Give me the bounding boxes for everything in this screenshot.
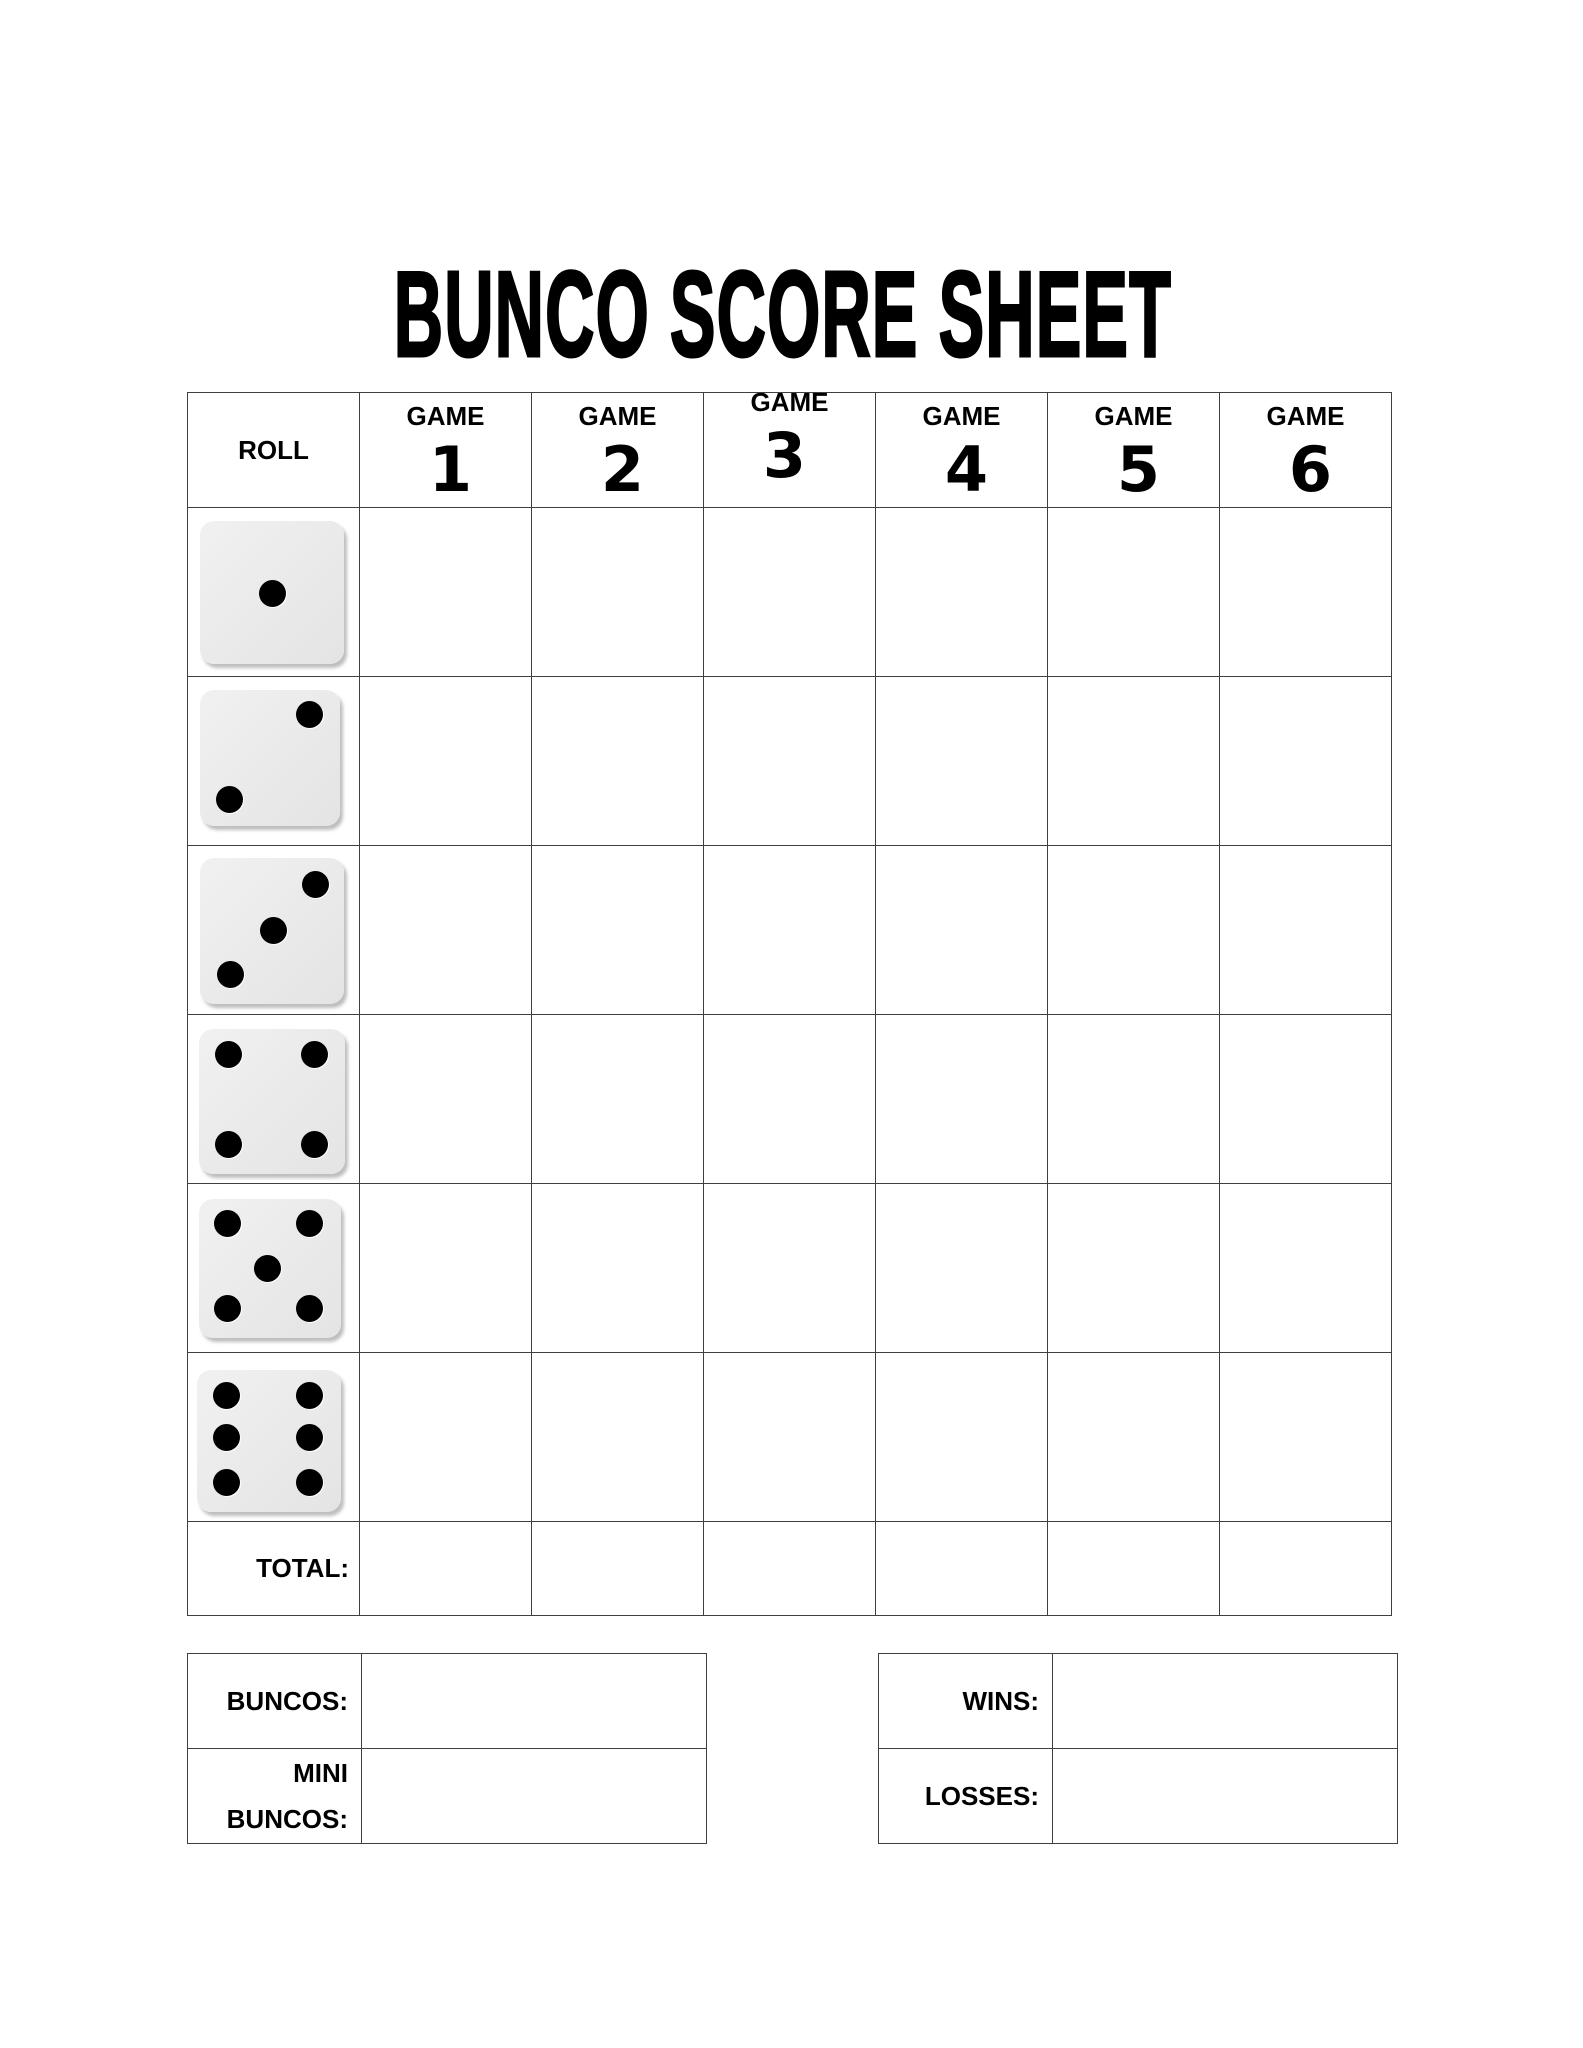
die-four-icon bbox=[199, 1029, 345, 1174]
pip bbox=[213, 1382, 240, 1409]
score-cell[interactable] bbox=[532, 1184, 704, 1353]
game-number: 6 bbox=[1288, 433, 1333, 506]
roll-cell bbox=[188, 508, 360, 677]
roll-cell bbox=[188, 677, 360, 846]
total-cell[interactable] bbox=[360, 1522, 532, 1616]
total-cell[interactable] bbox=[704, 1522, 876, 1616]
score-cell[interactable] bbox=[532, 1015, 704, 1184]
mini-buncos-label-cell bbox=[188, 1749, 362, 1844]
losses-label-text: LOSSES: bbox=[924, 1781, 1039, 1811]
score-cell[interactable] bbox=[1220, 1015, 1392, 1184]
total-label: TOTAL: bbox=[256, 1553, 349, 1583]
buncos-label bbox=[227, 1654, 348, 1748]
die-five-icon bbox=[199, 1199, 341, 1338]
game-word: GAME bbox=[578, 401, 657, 431]
pip bbox=[260, 917, 287, 944]
buncos-label-cell bbox=[188, 1654, 362, 1749]
score-cell[interactable] bbox=[1048, 677, 1220, 846]
mini-buncos-value[interactable] bbox=[362, 1749, 707, 1844]
game-6-header bbox=[1220, 393, 1392, 508]
score-cell[interactable] bbox=[360, 846, 532, 1015]
mini-buncos-label-line2: BUNCOS: bbox=[226, 1804, 348, 1834]
score-cell[interactable] bbox=[704, 846, 876, 1015]
pip bbox=[259, 580, 286, 607]
game-word: GAME bbox=[1266, 401, 1345, 431]
buncos-summary-table bbox=[187, 1653, 707, 1844]
score-cell[interactable] bbox=[1048, 1184, 1220, 1353]
wins-value[interactable] bbox=[1053, 1654, 1398, 1749]
pip bbox=[213, 1469, 240, 1496]
total-cell[interactable] bbox=[1220, 1522, 1392, 1616]
score-cell[interactable] bbox=[1048, 1015, 1220, 1184]
buncos-row bbox=[188, 1654, 707, 1749]
game-number: 4 bbox=[944, 433, 989, 506]
pip bbox=[215, 1131, 242, 1158]
pip bbox=[296, 1295, 323, 1322]
score-cell[interactable] bbox=[704, 1353, 876, 1522]
game-number: 2 bbox=[600, 433, 645, 506]
score-cell[interactable] bbox=[1220, 1184, 1392, 1353]
wins-label-cell bbox=[879, 1654, 1053, 1749]
pip bbox=[301, 1041, 328, 1068]
pip bbox=[296, 1424, 323, 1451]
game-4-header bbox=[876, 393, 1048, 508]
score-cell[interactable] bbox=[360, 677, 532, 846]
game-2-header bbox=[532, 393, 704, 508]
game-number: 5 bbox=[1116, 433, 1161, 506]
pip bbox=[296, 1382, 323, 1409]
score-cell[interactable] bbox=[1048, 508, 1220, 677]
score-cell[interactable] bbox=[1048, 1353, 1220, 1522]
roll-row-3 bbox=[188, 846, 1392, 1015]
game-word: GAME bbox=[406, 401, 485, 431]
wins-losses-table bbox=[878, 1653, 1398, 1844]
total-label-cell bbox=[188, 1522, 360, 1616]
pip bbox=[217, 961, 244, 988]
pip bbox=[302, 871, 329, 898]
roll-cell bbox=[188, 1184, 360, 1353]
roll-row-1 bbox=[188, 508, 1392, 677]
title-text: BUNCO SCORE SHEET bbox=[393, 246, 1173, 382]
mini-buncos-label-line1: MINI bbox=[293, 1758, 348, 1788]
page-title bbox=[343, 246, 1223, 382]
score-cell[interactable] bbox=[876, 846, 1048, 1015]
score-cell[interactable] bbox=[876, 508, 1048, 677]
roll-cell bbox=[188, 1353, 360, 1522]
mini-buncos-label bbox=[227, 1749, 348, 1843]
score-grid bbox=[187, 392, 1392, 1616]
score-cell[interactable] bbox=[1220, 846, 1392, 1015]
score-cell[interactable] bbox=[360, 508, 532, 677]
total-row bbox=[188, 1522, 1392, 1616]
total-cell[interactable] bbox=[532, 1522, 704, 1616]
score-cell[interactable] bbox=[876, 1184, 1048, 1353]
score-cell[interactable] bbox=[876, 1353, 1048, 1522]
pip bbox=[215, 1041, 242, 1068]
score-cell[interactable] bbox=[876, 1015, 1048, 1184]
roll-header-cell bbox=[188, 393, 360, 508]
score-cell[interactable] bbox=[532, 508, 704, 677]
score-cell[interactable] bbox=[704, 1184, 876, 1353]
pip bbox=[301, 1131, 328, 1158]
score-cell[interactable] bbox=[876, 677, 1048, 846]
score-cell[interactable] bbox=[704, 1015, 876, 1184]
pip bbox=[296, 1469, 323, 1496]
score-cell[interactable] bbox=[704, 677, 876, 846]
roll-cell bbox=[188, 1015, 360, 1184]
mini-buncos-row bbox=[188, 1749, 707, 1844]
game-1-header bbox=[360, 393, 532, 508]
pip bbox=[213, 1424, 240, 1451]
wins-row bbox=[879, 1654, 1398, 1749]
total-cell[interactable] bbox=[1048, 1522, 1220, 1616]
pip bbox=[214, 1210, 241, 1237]
score-cell[interactable] bbox=[532, 1353, 704, 1522]
score-cell[interactable] bbox=[1220, 508, 1392, 677]
die-one-icon bbox=[200, 521, 344, 664]
game-5-header bbox=[1048, 393, 1220, 508]
roll-row-4 bbox=[188, 1015, 1392, 1184]
die-three-icon bbox=[200, 858, 344, 1004]
pip bbox=[216, 786, 243, 813]
score-cell[interactable] bbox=[704, 508, 876, 677]
total-cell[interactable] bbox=[876, 1522, 1048, 1616]
roll-row-5 bbox=[188, 1184, 1392, 1353]
game-word: GAME bbox=[922, 401, 1001, 431]
roll-header: ROLL bbox=[238, 434, 309, 465]
losses-label-cell bbox=[879, 1749, 1053, 1844]
buncos-label-text: BUNCOS: bbox=[226, 1686, 348, 1716]
roll-cell bbox=[188, 846, 360, 1015]
game-word: GAME bbox=[1094, 401, 1173, 431]
game-3-header bbox=[704, 393, 876, 508]
pip bbox=[214, 1295, 241, 1322]
score-cell[interactable] bbox=[1220, 1353, 1392, 1522]
pip bbox=[296, 701, 323, 728]
buncos-value[interactable] bbox=[362, 1654, 707, 1749]
score-cell[interactable] bbox=[532, 846, 704, 1015]
die-six-icon bbox=[197, 1370, 341, 1512]
score-cell[interactable] bbox=[1048, 846, 1220, 1015]
pip bbox=[296, 1210, 323, 1237]
wins-label-text: WINS: bbox=[962, 1686, 1039, 1716]
losses-row bbox=[879, 1749, 1398, 1844]
roll-row-2 bbox=[188, 677, 1392, 846]
losses-label bbox=[925, 1749, 1039, 1843]
die-two-icon bbox=[200, 690, 340, 826]
score-cell[interactable] bbox=[532, 677, 704, 846]
wins-label bbox=[962, 1654, 1039, 1748]
score-cell[interactable] bbox=[360, 1184, 532, 1353]
header-row bbox=[188, 393, 1392, 508]
game-word: GAME bbox=[750, 392, 829, 417]
score-cell[interactable] bbox=[360, 1353, 532, 1522]
pip bbox=[254, 1255, 281, 1282]
score-cell[interactable] bbox=[1220, 677, 1392, 846]
game-number: 1 bbox=[428, 433, 473, 506]
losses-value[interactable] bbox=[1053, 1749, 1398, 1844]
roll-row-6 bbox=[188, 1353, 1392, 1522]
game-number: 3 bbox=[762, 419, 807, 492]
score-cell[interactable] bbox=[360, 1015, 532, 1184]
